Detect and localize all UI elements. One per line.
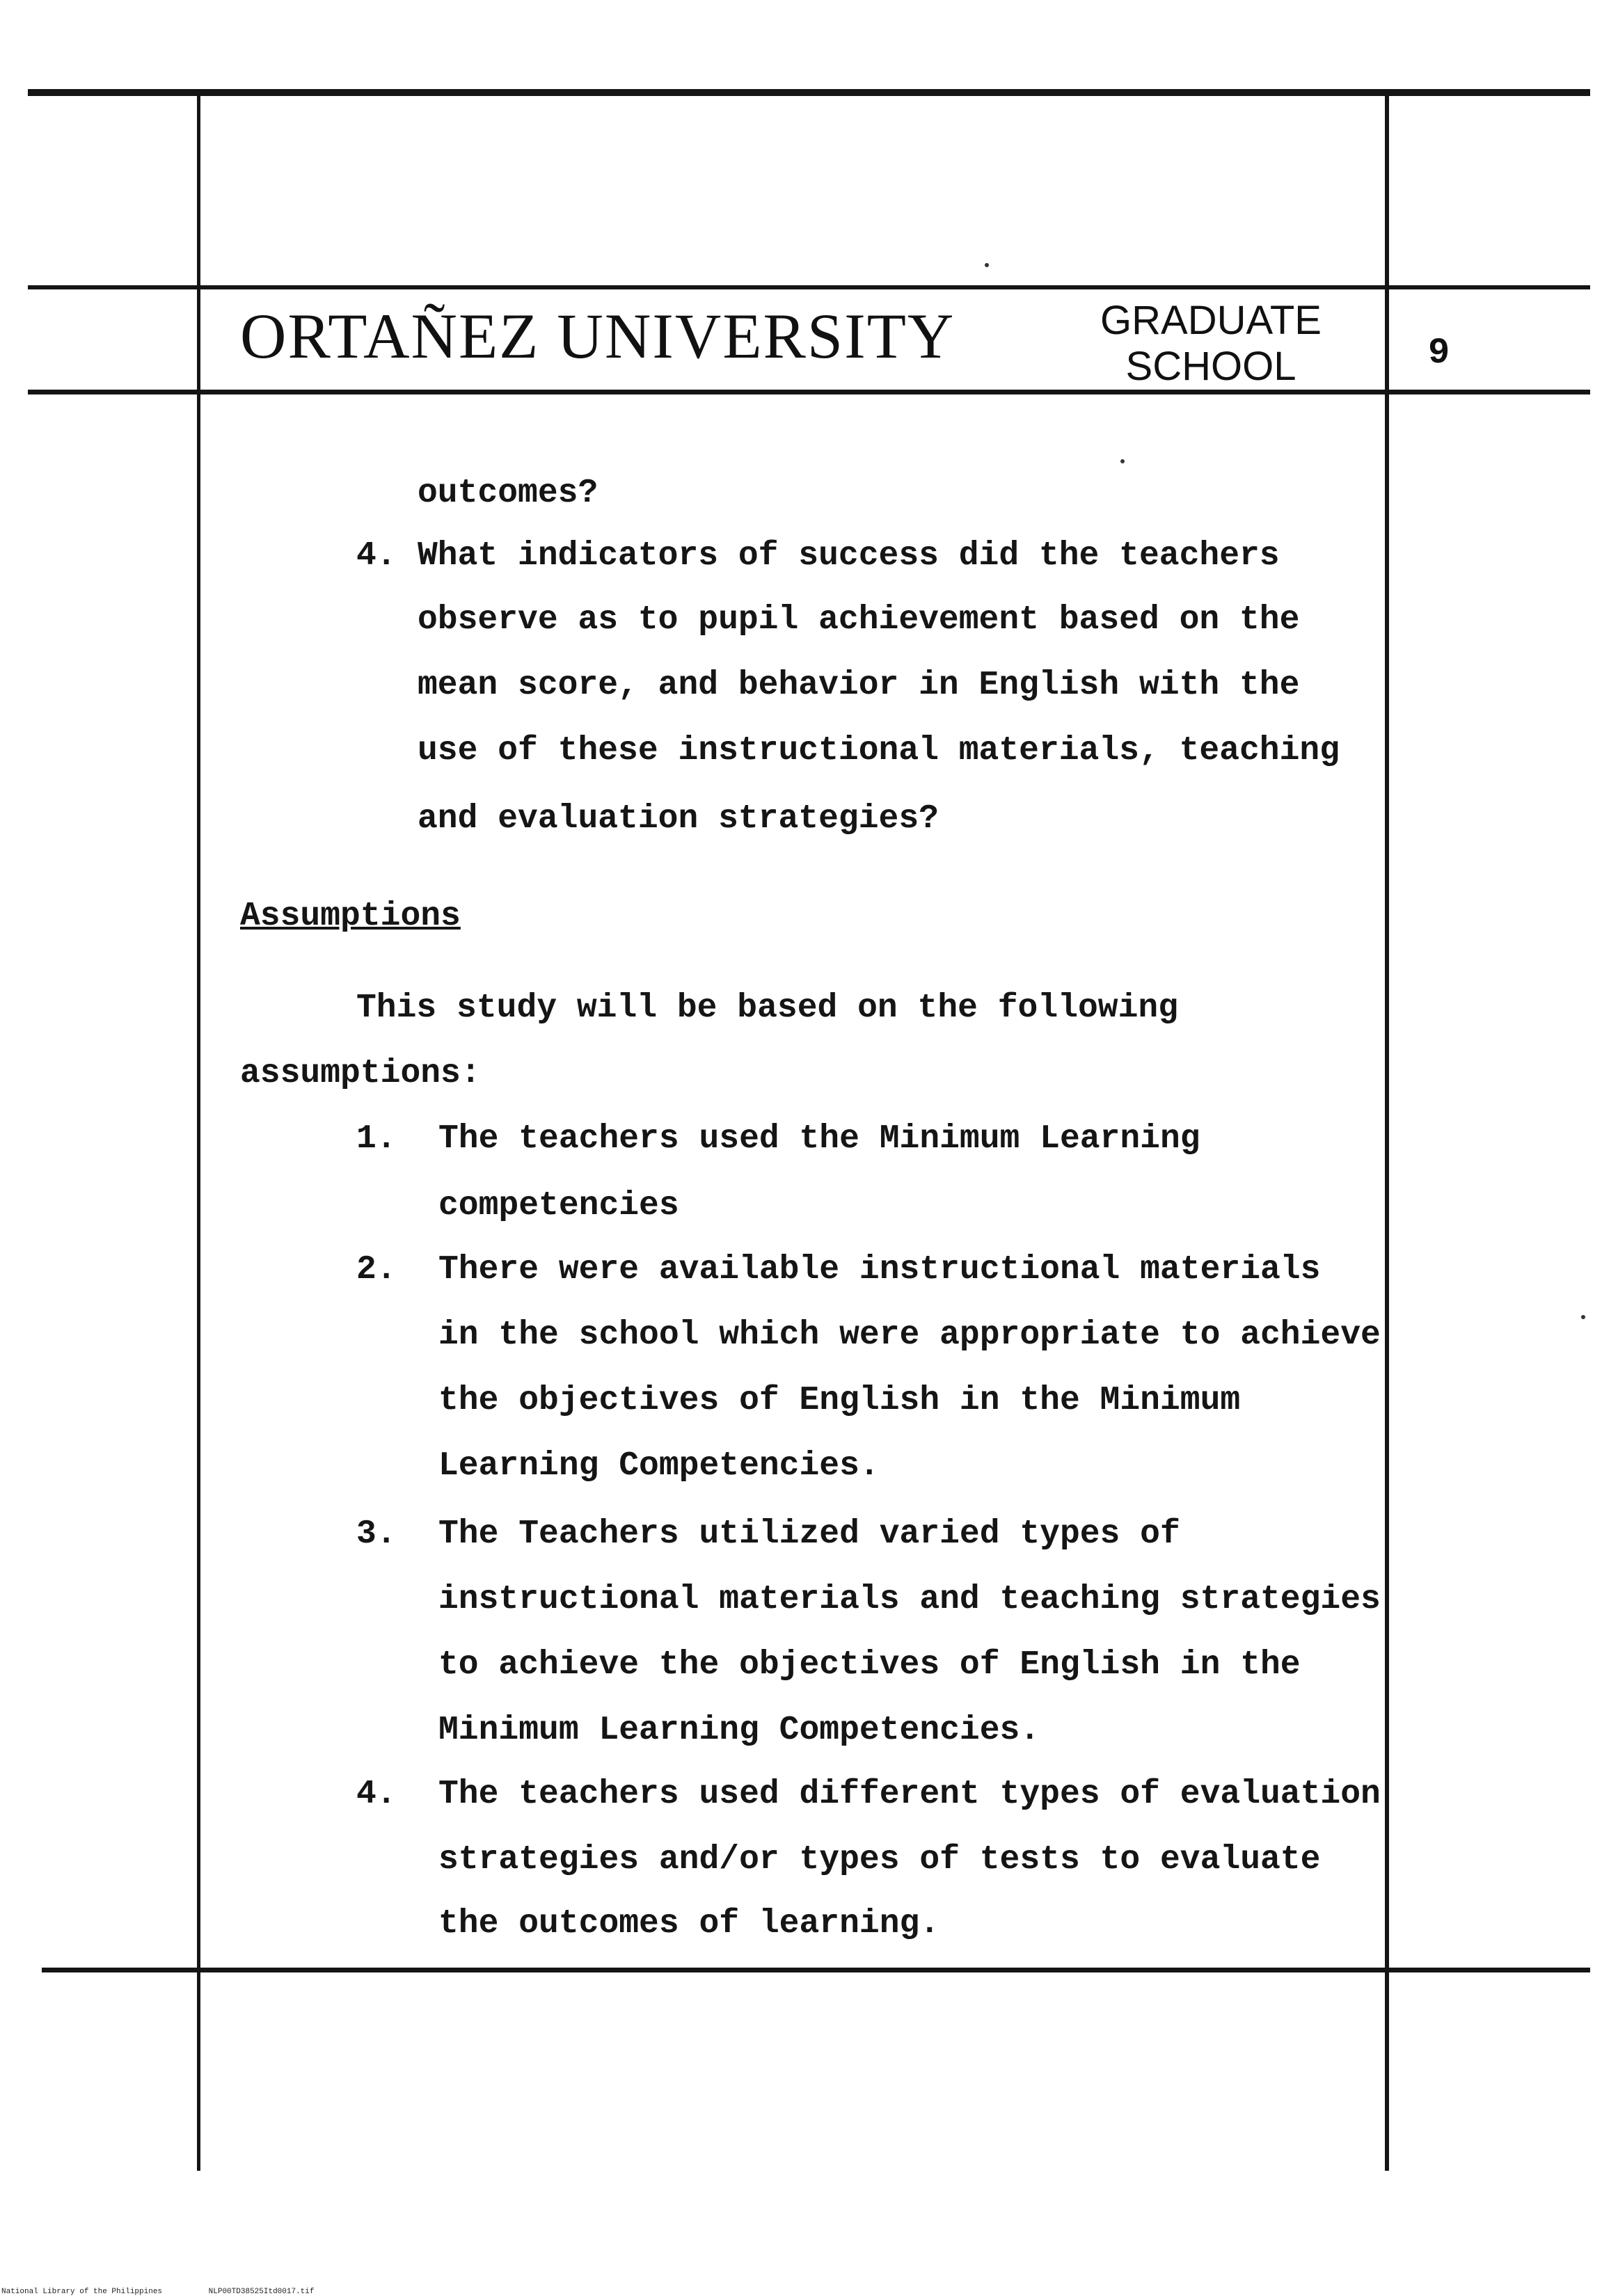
question-number: 4. <box>356 537 397 575</box>
question-line: mean score, and behavior in English with the <box>418 667 1300 704</box>
assumption-line: The Teachers utilized varied types of <box>438 1515 1180 1553</box>
assumption-line: instructional materials and teaching strategies <box>438 1581 1381 1618</box>
assumption-line: There were available instructional materials <box>438 1251 1321 1289</box>
assumption-line: Learning Competencies. <box>438 1447 880 1485</box>
question-line: and evaluation strategies? <box>418 800 939 838</box>
scan-speck <box>985 263 989 267</box>
graduate-school-label <box>1093 298 1329 390</box>
assumption-number: 2. <box>356 1251 397 1289</box>
footer-filename: NLP00TD38525Itd0017.tif <box>208 2288 315 2296</box>
assumption-line: the outcomes of learning. <box>438 1905 940 1943</box>
graduate-label: GRADUATE <box>1100 298 1322 343</box>
page-number: 9 <box>1428 333 1450 374</box>
assumption-line: Minimum Learning Competencies. <box>438 1712 1040 1749</box>
assumption-line: the objectives of English in the Minimum <box>438 1382 1241 1419</box>
question-line: observe as to pupil achievement based on the <box>418 601 1300 639</box>
header-bottom-rule <box>28 390 1590 394</box>
scan-footer <box>1 2288 356 2296</box>
assumption-line: in the school which were appropriate to achieve <box>438 1316 1381 1354</box>
scan-speck <box>1581 1315 1585 1319</box>
left-margin-rule <box>197 90 200 2171</box>
assumption-line: to achieve the objectives of English in the <box>438 1646 1301 1684</box>
right-margin-rule <box>1385 90 1389 2171</box>
continuation-text: outcomes? <box>418 475 598 512</box>
top-border <box>28 89 1590 96</box>
header-top-rule <box>28 285 1590 289</box>
intro-line: This study will be based on the following <box>356 989 1178 1027</box>
assumption-line: strategies and/or types of tests to evaluate <box>438 1841 1321 1879</box>
footer-rule <box>42 1968 1590 1972</box>
assumption-number: 4. <box>356 1776 397 1813</box>
assumption-line: competencies <box>438 1187 679 1225</box>
intro-line: assumptions: <box>240 1055 481 1092</box>
university-name: ORTAÑEZ UNIVERSITY <box>240 301 955 372</box>
assumption-number: 1. <box>356 1120 397 1158</box>
assumption-number: 3. <box>356 1515 397 1553</box>
question-line: What indicators of success did the teachers <box>418 537 1280 575</box>
school-label: SCHOOL <box>1125 344 1296 389</box>
footer-library: National Library of the Philippines <box>1 2288 163 2296</box>
assumption-line: The teachers used the Minimum Learning <box>438 1120 1200 1158</box>
question-line: use of these instructional materials, teaching <box>418 732 1340 770</box>
assumption-line: The teachers used different types of evaluation <box>438 1776 1381 1813</box>
section-heading: Assumptions <box>240 898 461 935</box>
scan-speck <box>1120 459 1125 463</box>
